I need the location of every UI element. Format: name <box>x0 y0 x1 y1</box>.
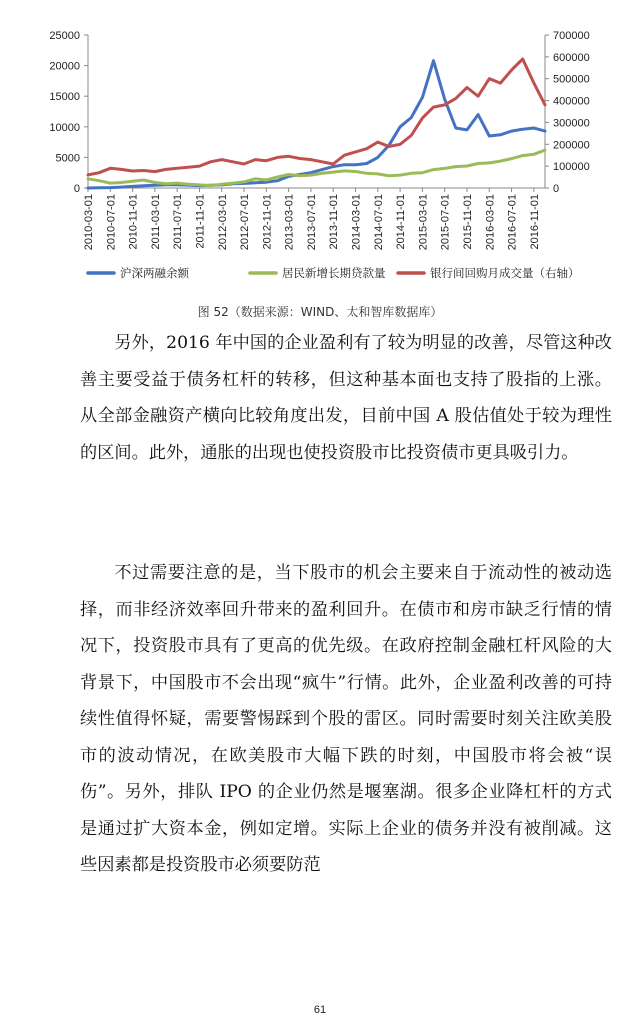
x-tick-label: 2010-03-01 <box>83 194 95 251</box>
figure-caption: 图 52（数据来源：WIND、太和智库数据库） <box>197 305 443 319</box>
y-left-tick-label: 20000 <box>49 60 80 73</box>
y-left-tick-label: 0 <box>73 183 80 195</box>
y-right-tick-label: 700000 <box>553 30 590 42</box>
y-right-tick-label: 400000 <box>553 95 590 108</box>
legend-label-2: 居民新增长期贷款量 <box>282 266 386 280</box>
y-right-tick-label: 600000 <box>553 51 590 64</box>
x-tick-label: 2016-03-01 <box>484 194 497 251</box>
series-line-2 <box>88 150 545 186</box>
legend-label-3: 银行间回购月成交量（右轴） <box>430 266 580 280</box>
y-right-tick-label: 0 <box>553 183 560 195</box>
x-tick-label: 2011-07-01 <box>172 194 185 250</box>
x-tick-label: 2012-11-01 <box>261 194 274 250</box>
y-right-tick-label: 300000 <box>553 117 590 130</box>
x-tick-label: 2012-07-01 <box>239 193 252 251</box>
x-tick-label: 2012-03-01 <box>216 194 229 251</box>
series-line-1 <box>88 61 545 188</box>
x-tick-label: 2013-07-01 <box>305 194 318 251</box>
x-tick-label: 2016-11-01 <box>528 194 541 250</box>
y-right-tick-label: 500000 <box>553 73 590 86</box>
x-tick-label: 2011-11-01 <box>194 194 207 249</box>
x-tick-label: 2015-03-01 <box>417 194 430 251</box>
body-paragraph-1: 另外，2016 年中国的企业盈利有了较为明显的改善，尽管这种改善主要受益于债务杠杆的转移，但这种基本面也支持了股指的上涨。从全部金融资产横向比较角度出发，目前中国 A 股估值处于较为理性的区间。此外，通胀的出现也使投资股市比投资债市更具吸引力。 <box>80 333 612 463</box>
y-left-tick-label: 5000 <box>55 152 80 165</box>
x-tick-label: 2013-03-01 <box>283 194 296 251</box>
x-tick-label: 2016-07-01 <box>506 194 519 251</box>
x-tick-label: 2015-07-01 <box>439 194 452 251</box>
line-chart <box>0 0 640 300</box>
x-tick-label: 2014-11-01 <box>395 194 408 250</box>
y-left-tick-label: 15000 <box>49 91 80 104</box>
x-tick-label: 2015-11-01 <box>461 193 474 250</box>
x-tick-label: 2011-03-01 <box>149 194 162 250</box>
page-number: 61 <box>313 1004 327 1016</box>
x-tick-label: 2014-07-01 <box>372 194 385 251</box>
legend-label-1: 沪深两融余额 <box>120 266 189 280</box>
x-tick-label: 2014-03-01 <box>350 194 363 251</box>
chart-svg <box>0 0 640 300</box>
body-paragraph-2: 不过需要注意的是，当下股市的机会主要来自于流动性的被动选择，而非经济效率回升带来的盈利回升。在债市和房市缺乏行情的情况下，投资股市具有了更高的优先级。在政府控制金融杠杆风险的大背景下，中国股市不会出现“疯牛”行情。此外，企业盈利改善的可持续性值得怀疑，需要警惕踩到个股的雷区。同时需要时刻关注欧美股市的波动情况，在欧美股市大幅下跌的时刻，中国股市将会被“误伤”。另外，排队 IPO 的企业仍然是堰塞湖。很多企业降杠杆的方式是通过扩大资本金，例如定增。实际上企业的债务并没有被削减。这些因素都是投资股市必须要防范 <box>80 563 612 875</box>
y-right-tick-label: 200000 <box>553 139 590 152</box>
x-tick-label: 2010-07-01 <box>105 194 118 251</box>
x-tick-label: 2013-11-01 <box>328 194 341 250</box>
y-right-tick-label: 100000 <box>553 161 590 174</box>
x-tick-label: 2010-11-01 <box>127 194 140 250</box>
y-left-tick-label: 25000 <box>49 30 80 42</box>
y-left-tick-label: 10000 <box>49 121 80 134</box>
